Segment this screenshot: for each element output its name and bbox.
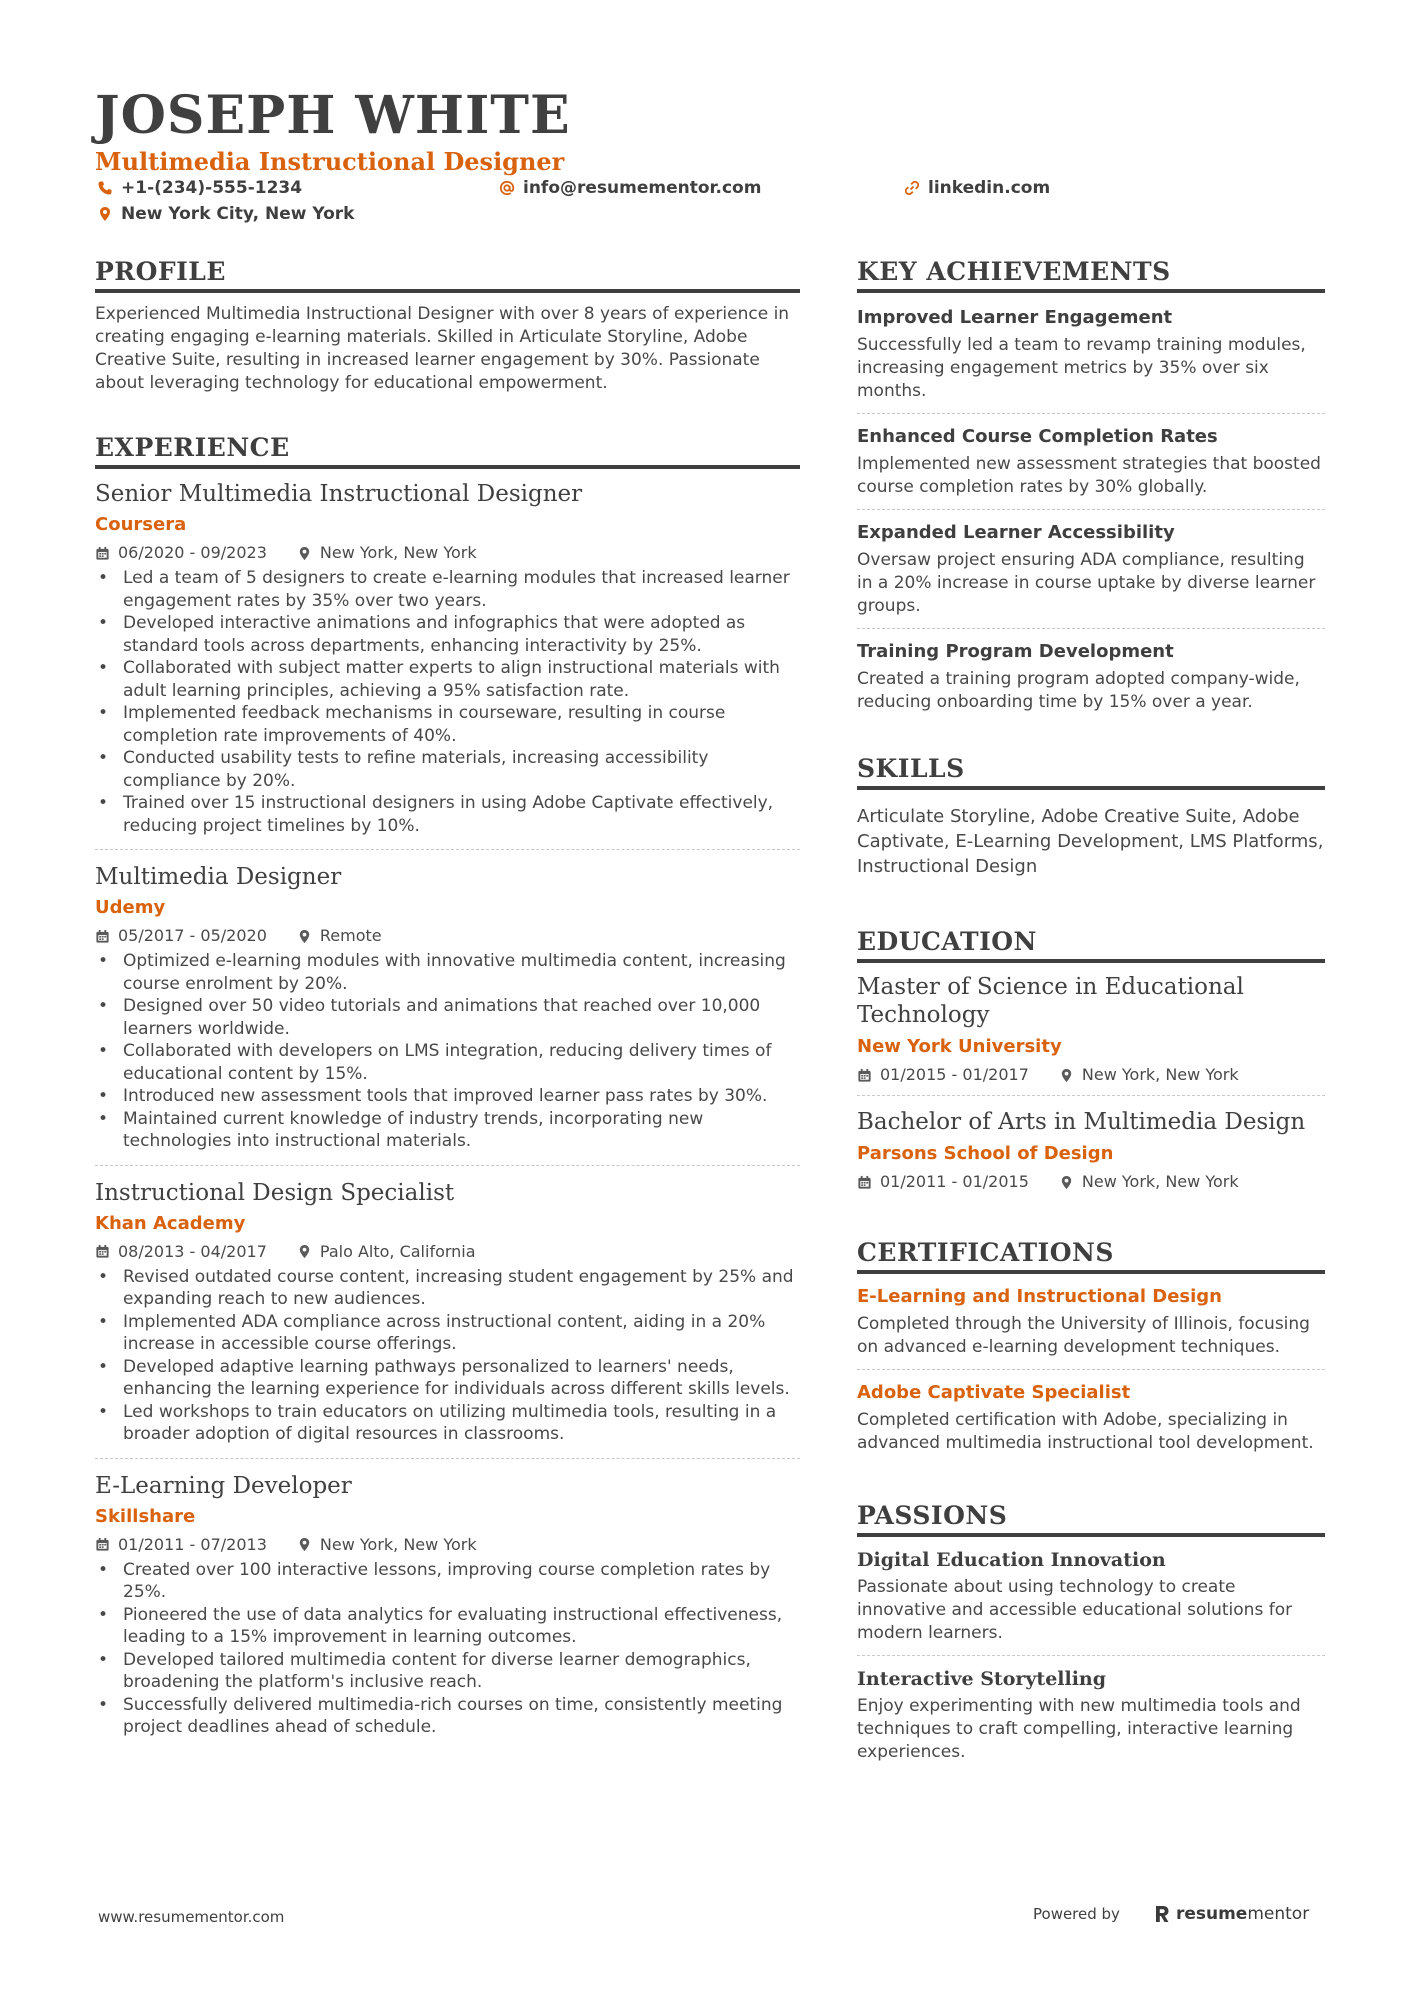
achievement-item	[857, 413, 1325, 509]
job-title: Instructional Design Specialist	[95, 1179, 455, 1206]
experience-heading: EXPERIENCE	[95, 431, 800, 469]
location-row	[95, 204, 1325, 230]
certification-item	[857, 1284, 1325, 1369]
achievement-title: Training Program Development	[857, 641, 1174, 662]
education-dates	[857, 1170, 1029, 1194]
resumementor-logo-icon	[1154, 1904, 1170, 1924]
left-column	[95, 255, 800, 1745]
location-text: New York City, New York	[121, 204, 355, 224]
education-location	[1059, 1170, 1239, 1194]
profile-section	[95, 255, 800, 395]
education-heading: EDUCATION	[857, 925, 1325, 963]
job-dates-text: 05/2017 - 05/2020	[118, 926, 267, 945]
job-location	[297, 541, 477, 565]
phone-contact	[97, 178, 302, 198]
achievement-title: Improved Learner Engagement	[857, 307, 1173, 328]
calendar-icon	[95, 1537, 110, 1552]
job-title: Senior Multimedia Instructional Designer	[95, 481, 583, 507]
powered-by-label: Powered by	[1033, 1905, 1120, 1923]
job-location-text: New York, New York	[319, 543, 477, 562]
job-bullet: • Optimized e-learning modules with innovative multimedia content, increasing course enrolment by 20%.	[95, 950, 800, 995]
passion-list	[857, 1547, 1325, 1774]
education-list	[857, 973, 1325, 1202]
job-location-text: Palo Alto, California	[319, 1241, 476, 1261]
passions-heading: PASSIONS	[857, 1499, 1325, 1537]
achievement-desc: Successfully led a team to revamp training modules, increasing engagement metrics by 35% over six months.	[857, 335, 1306, 401]
job-location-text: New York, New York	[319, 1534, 477, 1554]
job-bullet: • Implemented ADA compliance across instructional content, aiding in a 20% increase in accessible course offerings.	[95, 1311, 800, 1356]
brand-logo[interactable]	[1154, 1904, 1309, 1924]
email-contact[interactable]	[499, 178, 761, 198]
passion-item	[857, 1547, 1325, 1655]
job-location	[297, 1533, 477, 1557]
certification-desc: Completed certification with Adobe, specializing in advanced multimedia instructional tool development.	[857, 1410, 1314, 1453]
map-pin-icon	[297, 1537, 312, 1552]
education-item	[857, 973, 1325, 1095]
achievements-section	[857, 255, 1325, 724]
achievement-item	[857, 628, 1325, 724]
education-item	[857, 1095, 1325, 1202]
job-entry	[95, 849, 800, 1159]
school-name: Parsons School of Design	[857, 1143, 1114, 1164]
job-dates-text: 08/2013 - 04/2017	[118, 1241, 267, 1261]
education-location-text: New York, New York	[1081, 1172, 1239, 1191]
job-bullet: • Pioneered the use of data analytics for evaluating instructional effectiveness, leading to a 15% improvement in learning outcomes.	[95, 1604, 800, 1649]
job-dates	[95, 1240, 267, 1264]
contact-row	[95, 178, 1325, 204]
company-name: Udemy	[95, 897, 166, 918]
linkedin-text[interactable]: linkedin.com	[928, 178, 1051, 198]
job-bullet: • Developed adaptive learning pathways personalized to learners' needs, enhancing the learning experience for individuals across different skills levels.	[95, 1356, 800, 1401]
passion-title: Digital Education Innovation	[857, 1549, 1166, 1571]
job-bullet: • Maintained current knowledge of industry trends, incorporating new technologies into instructional materials.	[95, 1108, 800, 1153]
job-bullet: • Introduced new assessment tools that improved learner pass rates by 30%.	[95, 1085, 800, 1108]
job-dates	[95, 924, 267, 948]
map-pin-icon	[97, 206, 113, 222]
passion-title: Interactive Storytelling	[857, 1668, 1107, 1690]
achievement-desc: Oversaw project ensuring ADA compliance, resulting in a 20% increase in course uptake by diverse learner groups.	[857, 550, 1316, 616]
job-entry	[95, 1458, 800, 1745]
job-bullets	[95, 1266, 800, 1446]
certification-item	[857, 1369, 1325, 1465]
job-entry	[95, 479, 800, 843]
job-meta	[95, 541, 800, 565]
job-dates-text: 01/2011 - 07/2013	[118, 1534, 267, 1554]
job-bullet: • Developed tailored multimedia content for diverse learner demographics, broadening the platform's inclusive reach.	[95, 1649, 800, 1694]
job-title: E-Learning Developer	[95, 1472, 352, 1499]
job-title: Multimedia Designer	[95, 864, 342, 890]
map-pin-icon	[1059, 1068, 1074, 1083]
company-name: Coursera	[95, 514, 187, 535]
school-name: New York University	[857, 1036, 1062, 1057]
achievement-list	[857, 303, 1325, 724]
job-bullets	[95, 950, 800, 1153]
calendar-icon	[95, 546, 110, 561]
job-bullet: • Implemented feedback mechanisms in courseware, resulting in course completion rate improvements of 40%.	[95, 702, 800, 747]
certification-desc: Completed through the University of Illinois, focusing on advanced e-learning development techniques.	[857, 1314, 1310, 1357]
education-location-text: New York, New York	[1081, 1065, 1239, 1084]
at-icon	[499, 180, 515, 196]
certification-title: E-Learning and Instructional Design	[857, 1286, 1222, 1307]
resume-header	[95, 86, 1325, 230]
map-pin-icon	[297, 929, 312, 944]
profile-heading: PROFILE	[95, 255, 800, 293]
footer-branding	[1033, 1904, 1309, 1924]
experience-section	[95, 431, 800, 1745]
achievements-heading: KEY ACHIEVEMENTS	[857, 255, 1325, 293]
job-meta	[95, 924, 800, 948]
job-location-text: Remote	[319, 926, 382, 945]
email-text[interactable]: info@resumementor.com	[523, 178, 762, 198]
certifications-heading: CERTIFICATIONS	[857, 1236, 1325, 1274]
footer-website[interactable]: www.resumementor.com	[98, 1908, 285, 1926]
calendar-icon	[95, 929, 110, 944]
profile-text: Experienced Multimedia Instructional Designer with over 8 years of experience in creating engaging e-learning materials. Skilled in Articulate Storyline, Adobe Creative Suite, resulting in increased learner engagement by 30%. Passionate about leveraging technology for educational empowerment.	[95, 304, 790, 393]
job-dates	[95, 541, 267, 565]
company-name: Khan Academy	[95, 1212, 246, 1234]
achievement-title: Enhanced Course Completion Rates	[857, 426, 1218, 447]
map-pin-icon	[297, 546, 312, 561]
job-location	[297, 1240, 476, 1264]
job-bullet: • Led workshops to train educators on utilizing multimedia tools, resulting in a broader adoption of digital resources in classrooms.	[95, 1401, 800, 1446]
map-pin-icon	[297, 1244, 312, 1259]
certification-list	[857, 1284, 1325, 1465]
job-bullet: • Revised outdated course content, increasing student engagement by 25% and expanding reach to new audiences.	[95, 1266, 800, 1311]
job-bullet: • Collaborated with developers on LMS integration, reducing delivery times of educational content by 15%.	[95, 1040, 800, 1085]
job-dates	[95, 1533, 267, 1557]
calendar-icon	[857, 1175, 872, 1190]
job-dates-text: 06/2020 - 09/2023	[118, 543, 267, 562]
job-bullet: • Created over 100 interactive lessons, improving course completion rates by 25%.	[95, 1559, 800, 1604]
passions-section	[857, 1499, 1325, 1774]
passion-desc: Passionate about using technology to create innovative and accessible educational solutions for modern learners.	[857, 1577, 1293, 1643]
degree-title: Master of Science in Educational Technology	[857, 974, 1244, 1028]
job-bullet: • Trained over 15 instructional designers in using Adobe Captivate effectively, reducing project timelines by 10%.	[95, 792, 800, 837]
certification-title: Adobe Captivate Specialist	[857, 1382, 1131, 1403]
linkedin-contact[interactable]	[904, 178, 1050, 198]
phone-text: +1-(234)-555-1234	[121, 178, 303, 198]
job-list	[95, 479, 800, 1745]
candidate-name: JOSEPH WHITE	[95, 85, 571, 146]
brand-name-light: mentor	[1247, 1904, 1310, 1924]
achievement-desc: Created a training program adopted company-wide, reducing onboarding time by 15% over a year.	[857, 669, 1300, 712]
job-meta	[95, 1533, 800, 1557]
job-bullet: • Conducted usability tests to refine materials, increasing accessibility compliance by 20%.	[95, 747, 800, 792]
passion-item	[857, 1655, 1325, 1774]
achievement-title: Expanded Learner Accessibility	[857, 522, 1175, 543]
job-bullets	[95, 1559, 800, 1739]
job-meta	[95, 1240, 800, 1264]
education-meta	[857, 1170, 1325, 1194]
passion-desc: Enjoy experimenting with new multimedia tools and techniques to craft compelling, interactive learning experiences.	[857, 1696, 1301, 1762]
brand-name-bold: resume	[1175, 1904, 1248, 1924]
right-column	[857, 255, 1325, 1774]
map-pin-icon	[1059, 1175, 1074, 1190]
certifications-section	[857, 1236, 1325, 1465]
location-contact	[97, 204, 354, 224]
link-icon	[904, 180, 920, 196]
education-dates-text: 01/2011 - 01/2015	[880, 1172, 1029, 1191]
calendar-icon	[857, 1068, 872, 1083]
candidate-title: Multimedia Instructional Designer	[95, 147, 565, 176]
achievement-desc: Implemented new assessment strategies that boosted course completion rates by 30% globally.	[857, 454, 1321, 497]
calendar-icon	[95, 1244, 110, 1259]
education-dates-text: 01/2015 - 01/2017	[880, 1065, 1029, 1084]
education-meta	[857, 1063, 1325, 1087]
achievement-item	[857, 303, 1325, 413]
degree-title: Bachelor of Arts in Multimedia Design	[857, 1109, 1306, 1135]
phone-icon	[97, 180, 113, 196]
job-bullet: • Led a team of 5 designers to create e-learning modules that increased learner engagement rates by 35% over two years.	[95, 567, 800, 612]
skills-heading: SKILLS	[857, 752, 1325, 790]
skills-section	[857, 752, 1325, 879]
education-section	[857, 925, 1325, 1202]
job-entry	[95, 1165, 800, 1452]
job-bullet: • Designed over 50 video tutorials and animations that reached over 10,000 learners worldwide.	[95, 995, 800, 1040]
achievement-item	[857, 509, 1325, 628]
job-bullet: • Successfully delivered multimedia-rich courses on time, consistently meeting project deadlines ahead of schedule.	[95, 1694, 800, 1739]
job-bullet: • Collaborated with subject matter experts to align instructional materials with adult learning principles, achieving a 95% satisfaction rate.	[95, 657, 800, 702]
skills-text: Articulate Storyline, Adobe Creative Suite, Adobe Captivate, E-Learning Development, LMS Platforms, Instructional Design	[857, 806, 1324, 877]
education-location	[1059, 1063, 1239, 1087]
company-name: Skillshare	[95, 1505, 196, 1527]
education-dates	[857, 1063, 1029, 1087]
job-location	[297, 924, 382, 948]
job-bullets	[95, 567, 800, 837]
job-bullet: • Developed interactive animations and infographics that were adopted as standard tools across departments, enhancing interactivity by 25%.	[95, 612, 800, 657]
